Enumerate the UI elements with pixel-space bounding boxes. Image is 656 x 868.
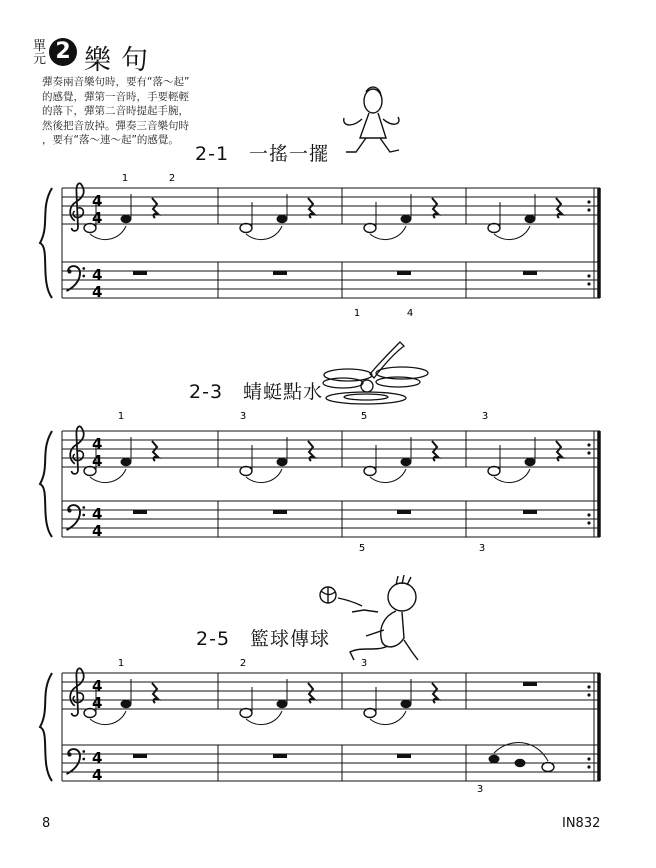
repeat-dot (587, 208, 590, 211)
dragonfly-icon (323, 342, 428, 404)
fingering-number: 1 (117, 658, 125, 669)
fingering-number: 3 (239, 411, 247, 422)
page-number: 8 (42, 816, 51, 831)
fingering-number: 1 (117, 411, 125, 422)
fingering-number: 2 (239, 658, 247, 669)
quarter-note (401, 700, 412, 708)
piece-title-2-5: 2-5 籃球傳球 (196, 628, 331, 650)
piece-title-2-3: 2-3 蜻蜓點水 (189, 381, 324, 403)
half-note (364, 224, 376, 233)
time-signature: 4 (92, 283, 103, 301)
whole-rest (133, 510, 147, 514)
whole-rest (273, 754, 287, 758)
fingering-number: 1 (121, 173, 129, 184)
quarter-note (525, 458, 536, 466)
half-note (240, 224, 252, 233)
whole-rest (133, 271, 147, 275)
brace (40, 673, 52, 781)
half-note (84, 224, 96, 233)
repeat-dot (587, 274, 590, 277)
quarter-note (515, 759, 526, 767)
fingering-number: 5 (360, 411, 368, 422)
time-signature: 4 (92, 749, 103, 767)
quarter-note (401, 215, 412, 223)
fingering-number: 3 (478, 543, 486, 554)
fingering-number: 3 (481, 411, 489, 422)
unit-number-badge: 2 (49, 38, 77, 66)
whole-rest (397, 754, 411, 758)
whole-rest (397, 510, 411, 514)
half-note (84, 467, 96, 476)
repeat-dot (587, 282, 590, 285)
whole-rest (523, 682, 537, 686)
repeat-dot (587, 443, 590, 446)
fingering-number: 5 (358, 543, 366, 554)
intro-line: 的感覺，彈第一音時，手要輕輕 (42, 90, 189, 103)
quarter-note (489, 755, 500, 763)
repeat-dot (587, 765, 590, 768)
quarter-note (401, 458, 412, 466)
whole-rest (273, 271, 287, 275)
brace (40, 431, 52, 537)
quarter-note (277, 700, 288, 708)
quarter-note (121, 215, 132, 223)
unit-title: 樂句 (84, 45, 158, 76)
time-signature: 4 (92, 766, 103, 784)
half-note (364, 467, 376, 476)
half-note (488, 467, 500, 476)
intro-line: 然後把音放掉。彈奏三音樂句時 (42, 119, 189, 132)
time-signature: 4 (92, 677, 103, 695)
brace (40, 188, 52, 298)
whole-rest (133, 754, 147, 758)
repeat-dot (587, 200, 590, 203)
bass-clef-icon (67, 505, 86, 530)
quarter-note (277, 215, 288, 223)
time-signature: 4 (92, 209, 103, 227)
time-signature: 4 (92, 192, 103, 210)
unit-label: 單 元 (33, 39, 47, 67)
time-signature: 4 (92, 435, 103, 453)
half-note (542, 763, 554, 772)
half-note (364, 709, 376, 718)
whole-rest (273, 510, 287, 514)
intro-line: 的落下，彈第二音時提起手腕， (42, 105, 189, 117)
bass-clef-icon (67, 749, 86, 774)
whole-rest (397, 271, 411, 275)
fingering-number: 1 (353, 308, 361, 319)
whole-rest (523, 510, 537, 514)
catalog-code: IN832 (562, 816, 601, 831)
quarter-note (121, 700, 132, 708)
fingering-number: 3 (476, 784, 484, 795)
bass-clef-icon (67, 266, 86, 291)
repeat-dot (587, 521, 590, 524)
whole-rest (523, 271, 537, 275)
repeat-dot (587, 685, 590, 688)
time-signature: 4 (92, 505, 103, 523)
repeat-dot (587, 757, 590, 760)
dancing-girl-icon (344, 87, 399, 152)
quarter-note (277, 458, 288, 466)
quarter-note (121, 458, 132, 466)
half-note (84, 709, 96, 718)
repeat-dot (587, 693, 590, 696)
piece-title-2-1: 2-1 一搖一擺 (195, 143, 330, 165)
time-signature: 4 (92, 452, 103, 470)
basketball-boy-icon (320, 575, 418, 660)
half-note (240, 709, 252, 718)
time-signature: 4 (92, 522, 103, 540)
fingering-number: 3 (360, 658, 368, 669)
intro-line: ，要有“落～連～起”的感覺。 (42, 134, 179, 146)
repeat-dot (587, 513, 590, 516)
fingering-number: 2 (168, 173, 176, 184)
repeat-dot (587, 451, 590, 454)
time-signature: 4 (92, 266, 103, 284)
intro-line: 彈奏兩音樂句時，要有“落～起” (42, 76, 190, 88)
fingering-number: 4 (406, 308, 414, 319)
half-note (488, 224, 500, 233)
half-note (240, 467, 252, 476)
quarter-note (525, 215, 536, 223)
time-signature: 4 (92, 694, 103, 712)
